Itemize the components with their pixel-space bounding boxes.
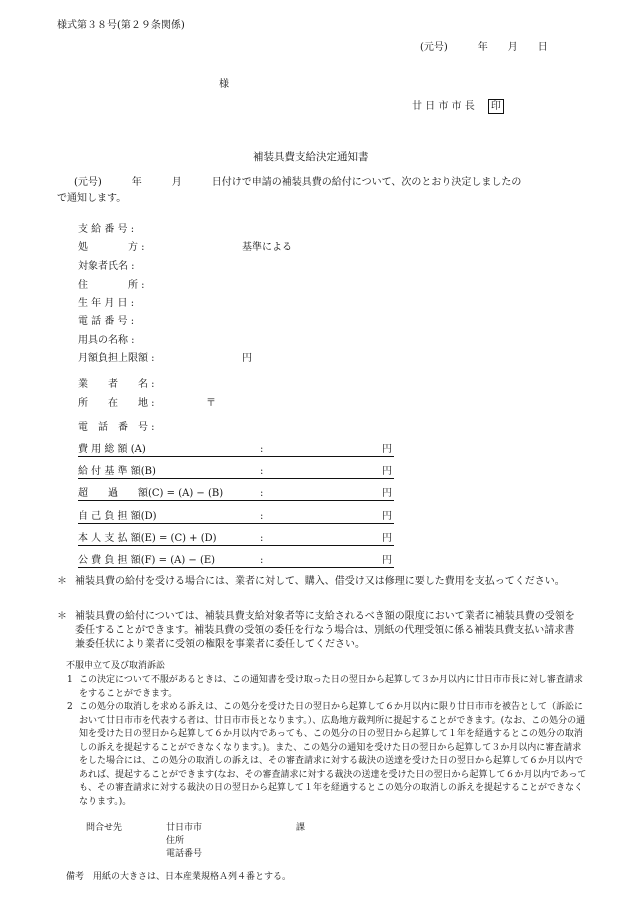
contact-org: 廿日市市 xyxy=(166,823,203,833)
appeal-text: この決定について不服があるときは、この通知書を受け取った日の翌日から起算して３か月以内に廿日市市長に対し審査請求をすることができます。 xyxy=(79,675,583,699)
amount-row: 公 費 負 担 額(F) = (A) − (E) : 円 xyxy=(78,551,394,568)
upper-limit-unit: 円 xyxy=(242,353,252,364)
amount-row: 費 用 総 額 (A) : 円 xyxy=(78,440,394,457)
amount-row: 超 過 額(C) = (A) − (B) : 円 xyxy=(78,484,394,501)
vendor-row: 業 者 名 : xyxy=(78,379,155,390)
vendor-row: 所 在 地 : 〒 xyxy=(78,398,216,409)
prescription-value: 基準による xyxy=(242,242,292,253)
appeal-text: この処分の取消しを求める訴えは、この処分を受けた日の翌日から起算して６か月以内に限り廿日市市を被告として（訴訟において廿日市市を代表する者は、廿日市市長となります。）、広島地方裁判所に提起することができます。(なお、この処分の通知を受けた日の翌日から起算して６か月以内であっても、この処分の日の翌日から起算して１年を経過するとこの処分の取消しの訴えを提起することができなくなります。)。また、この処分の通知を受けた日の翌日から起算して３か月以内に審査請求をした場合には、この処分の取消しの訴えは、その審査請求に対する裁決の送達を受けた日の翌日から起算して６か月以内であれば、提起することができます(なお、その審査請求に対する裁決の送達を受けた日の翌日から起算して６か月以内であっても、その審査請求に対する裁決の日の翌日から起算して１年を経過するとこの処分の取消しの訴えを提起することができなくなります。)。 xyxy=(79,702,587,807)
postal-mark: 〒 xyxy=(206,398,216,409)
note-text: 補装具費の給付を受ける場合には、業者に対して、購入、借受け又は修理に要した費用を支払ってください。 xyxy=(75,576,565,587)
intro-paragraph xyxy=(57,175,577,207)
contact-phone: 電話番号 xyxy=(166,849,203,859)
intro-line-1: (元号) 年 月 日付けで申請の補装具費の給付について、次のとおり決定しましたの xyxy=(74,177,522,188)
vendor-row: 電 話 番 号 : xyxy=(78,422,155,433)
amount-row: 本 人 支 払 額(E) = (C) + (D) : 円 xyxy=(78,529,394,546)
field-row: 処 方 : 基準による xyxy=(78,242,292,253)
seal-mark: 印 xyxy=(488,99,504,114)
amount-row: 給 付 基 準 額(B) : 円 xyxy=(78,462,394,479)
note-mark: ＊ xyxy=(57,611,67,622)
intro-line-2: で通知します。 xyxy=(57,193,127,204)
document-title: 補装具費支給決定通知書 xyxy=(253,151,369,163)
appeal-item-1 xyxy=(67,674,587,701)
note-text: 補装具費の給付については、補装具費支給対象者等に支給されるべき額の限度において業者に補装具費の受領を委任することができます。補装具費の受領の委任を行なう場合は、別紙の代理受領に係る補装具費支払い請求書兼委任状により業者に受領の権限を事業者に委任してください。 xyxy=(75,611,575,650)
date-line: (元号) 年 月 日 xyxy=(420,42,548,53)
field-row: 月額負担上限額 : 円 xyxy=(78,353,252,364)
field-row: 生 年 月 日 : xyxy=(78,298,135,309)
note-mark: ＊ xyxy=(57,576,67,587)
addressee-suffix: 様 xyxy=(219,79,229,90)
appeal-heading: 不服申立て及び取消訴訟 xyxy=(66,661,166,671)
amount-row: 自 己 負 担 額(D) : 円 xyxy=(78,507,394,524)
issuer xyxy=(412,97,504,114)
contact-label: 問合せ先 xyxy=(86,823,123,833)
appeal-item-2 xyxy=(67,701,587,809)
field-row: 支 給 番 号 : xyxy=(78,224,135,235)
issuer-name: 廿 日 市 市 長 xyxy=(412,101,475,112)
appeal-number: 1 xyxy=(67,675,73,685)
field-row: 用具の名称 : xyxy=(78,335,135,346)
form-number: 様式第３８号(第２９条関係) xyxy=(57,20,185,31)
contact-division: 課 xyxy=(296,823,306,833)
field-row: 対象者氏名 : xyxy=(78,261,135,272)
note-payment xyxy=(57,575,577,589)
contact-address: 住所 xyxy=(166,836,185,846)
field-row: 電 話 番 号 : xyxy=(78,316,135,327)
appeal-number: 2 xyxy=(67,702,73,712)
field-row: 住 所 : xyxy=(78,280,145,291)
note-delegation xyxy=(57,610,577,652)
remark: 備考 用紙の大きさは、日本産業規格Ａ列４番とする。 xyxy=(66,872,292,882)
